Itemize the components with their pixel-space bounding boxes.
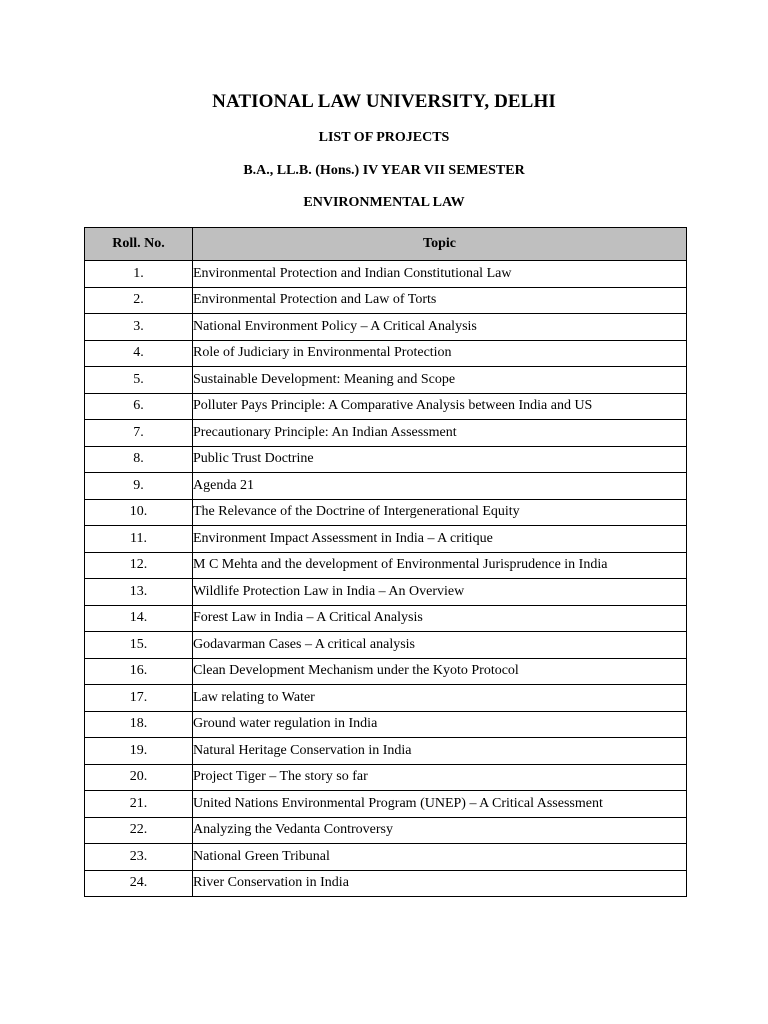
roll-number-cell: 23.	[85, 844, 193, 871]
table-row	[85, 261, 687, 288]
topic-cell: Agenda 21	[193, 473, 687, 500]
table-row	[85, 473, 687, 500]
roll-number-cell: 10.	[85, 499, 193, 526]
table-row	[85, 817, 687, 844]
roll-number-cell: 21.	[85, 791, 193, 818]
projects-table	[84, 227, 687, 897]
roll-number-cell: 2.	[85, 287, 193, 314]
topic-cell: Environment Impact Assessment in India – A critique	[193, 526, 687, 553]
topic-cell: Polluter Pays Principle: A Comparative Analysis between India and US	[193, 393, 687, 420]
roll-number-cell: 14.	[85, 605, 193, 632]
topic-cell: M C Mehta and the development of Environmental Jurisprudence in India	[193, 552, 687, 579]
table-row	[85, 552, 687, 579]
topic-cell: Project Tiger – The story so far	[193, 764, 687, 791]
topic-header: Topic	[193, 228, 687, 261]
table-row	[85, 499, 687, 526]
roll-number-cell: 17.	[85, 685, 193, 712]
table-header-row	[85, 228, 687, 261]
table-row	[85, 340, 687, 367]
table-row	[85, 526, 687, 553]
roll-number-cell: 5.	[85, 367, 193, 394]
table-row	[85, 605, 687, 632]
roll-number-cell: 3.	[85, 314, 193, 341]
roll-number-cell: 15.	[85, 632, 193, 659]
roll-number-cell: 8.	[85, 446, 193, 473]
roll-number-cell: 6.	[85, 393, 193, 420]
topic-cell: River Conservation in India	[193, 870, 687, 897]
table-row	[85, 314, 687, 341]
table-row	[85, 791, 687, 818]
topic-cell: Precautionary Principle: An Indian Assessment	[193, 420, 687, 447]
roll-number-cell: 4.	[85, 340, 193, 367]
roll-number-cell: 22.	[85, 817, 193, 844]
table-row	[85, 367, 687, 394]
table-row	[85, 393, 687, 420]
table-row	[85, 658, 687, 685]
topic-cell: Analyzing the Vedanta Controversy	[193, 817, 687, 844]
roll-number-cell: 7.	[85, 420, 193, 447]
topic-cell: Forest Law in India – A Critical Analysis	[193, 605, 687, 632]
table-row	[85, 844, 687, 871]
roll-number-header: Roll. No.	[85, 228, 193, 261]
table-row	[85, 738, 687, 765]
topic-cell: Law relating to Water	[193, 685, 687, 712]
topic-cell: United Nations Environmental Program (UNEP) – A Critical Assessment	[193, 791, 687, 818]
topic-cell: Public Trust Doctrine	[193, 446, 687, 473]
roll-number-cell: 9.	[85, 473, 193, 500]
roll-number-cell: 12.	[85, 552, 193, 579]
roll-number-cell: 24.	[85, 870, 193, 897]
roll-number-cell: 20.	[85, 764, 193, 791]
roll-number-cell: 16.	[85, 658, 193, 685]
table-row	[85, 579, 687, 606]
table-row	[85, 632, 687, 659]
roll-number-cell: 11.	[85, 526, 193, 553]
table-row	[85, 711, 687, 738]
roll-number-cell: 18.	[85, 711, 193, 738]
roll-number-cell: 1.	[85, 261, 193, 288]
topic-cell: Environmental Protection and Law of Torts	[193, 287, 687, 314]
roll-number-cell: 19.	[85, 738, 193, 765]
topic-cell: Wildlife Protection Law in India – An Overview	[193, 579, 687, 606]
table-row	[85, 870, 687, 897]
topic-cell: Environmental Protection and Indian Constitutional Law	[193, 261, 687, 288]
table-row	[85, 685, 687, 712]
subject-heading: ENVIRONMENTAL LAW	[303, 195, 465, 210]
table-row	[85, 287, 687, 314]
topic-cell: Clean Development Mechanism under the Kyoto Protocol	[193, 658, 687, 685]
topic-cell: Sustainable Development: Meaning and Scope	[193, 367, 687, 394]
program-heading: B.A., LL.B. (Hons.) IV YEAR VII SEMESTER	[243, 163, 525, 178]
topic-cell: Role of Judiciary in Environmental Protection	[193, 340, 687, 367]
table-row	[85, 446, 687, 473]
page-title: NATIONAL LAW UNIVERSITY, DELHI	[212, 91, 556, 112]
topic-cell: National Environment Policy – A Critical Analysis	[193, 314, 687, 341]
table-row	[85, 420, 687, 447]
table-row	[85, 764, 687, 791]
topic-cell: Natural Heritage Conservation in India	[193, 738, 687, 765]
topic-cell: Godavarman Cases – A critical analysis	[193, 632, 687, 659]
table-body	[85, 261, 687, 897]
topic-cell: The Relevance of the Doctrine of Intergenerational Equity	[193, 499, 687, 526]
topic-cell: National Green Tribunal	[193, 844, 687, 871]
topic-cell: Ground water regulation in India	[193, 711, 687, 738]
roll-number-cell: 13.	[85, 579, 193, 606]
list-subtitle: LIST OF PROJECTS	[318, 130, 450, 145]
